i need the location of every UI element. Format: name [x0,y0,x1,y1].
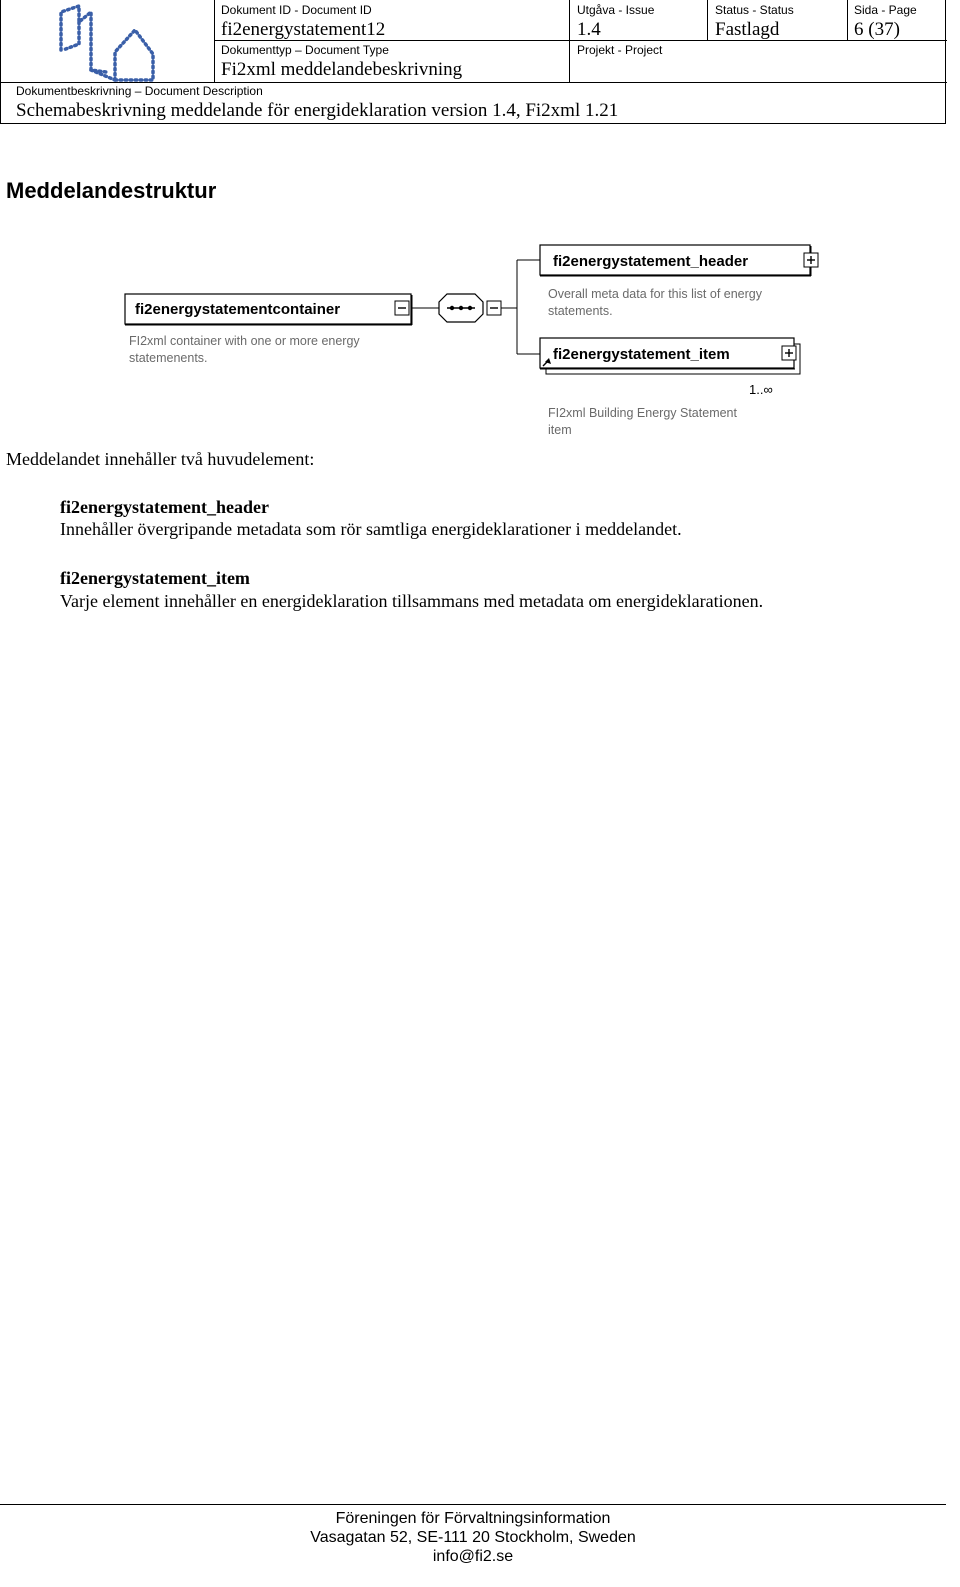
header-element-box [540,245,811,276]
item-desc-line2: item [548,423,572,437]
sequence-compositor-icon [439,294,483,322]
container-element-name: fi2energystatementcontainer [135,301,341,318]
page-label: Sida - Page [854,3,917,17]
document-id-label: Dokument ID - Document ID [221,3,372,17]
item-multiplicity: 1..∞ [749,382,773,397]
header-expand-icon[interactable] [804,253,818,267]
document-header [0,0,946,124]
section-title: Meddelandestruktur [6,178,217,203]
intro-paragraph: Meddelandet innehåller två huvudelement: [6,449,315,469]
document-id-value: fi2energystatement12 [221,19,386,40]
item-element-box [540,338,800,374]
sequence-collapse-icon[interactable] [487,301,501,315]
item-desc-line1: FI2xml Building Energy Statement [548,406,737,420]
footer-address: Vasagatan 52, SE-111 20 Stockholm, Sweden [310,1529,636,1546]
issue-label: Utgåva - Issue [577,3,655,17]
header-term: fi2energystatement_header [60,497,269,517]
page-value: 6 (37) [854,19,900,40]
status-value: Fastlagd [715,19,780,40]
footer-organization: Föreningen för Förvaltningsinformation [335,1510,611,1527]
document-type-label: Dokumenttyp – Document Type [221,43,389,57]
header-desc-line2: statements. [548,304,613,318]
description-value: Schemabeskrivning meddelande för energideklaration version 1.4, Fi2xml 1.21 [16,100,619,121]
header-term-description: Innehåller övergripande metadata som rör samtliga energideklarationer i meddelandet. [60,519,682,539]
item-element-name: fi2energystatement_item [553,346,730,363]
document-type-value: Fi2xml meddelandebeskrivning [221,59,463,80]
item-term-description: Varje element innehåller en energideklaration tillsammans med metadata om energideklarationen. [60,591,764,611]
description-label: Dokumentbeskrivning – Document Description [16,84,263,98]
container-desc-line1: FI2xml container with one or more energy [129,334,360,348]
status-label: Status - Status [715,3,794,17]
issue-value: 1.4 [577,19,601,40]
schema-diagram [115,238,835,443]
fi2-logo-icon [51,2,163,84]
footer-email: info@fi2.se [432,1548,514,1565]
collapse-icon[interactable] [395,301,409,315]
header-element-name: fi2energystatement_header [553,253,749,270]
item-expand-icon[interactable] [782,346,796,360]
project-label: Projekt - Project [577,43,663,57]
container-desc-line2: statemenents. [129,351,208,365]
header-desc-line1: Overall meta data for this list of energy [548,287,762,301]
item-term: fi2energystatement_item [60,568,250,588]
container-element-box [125,294,412,325]
footer-divider [0,1504,946,1505]
